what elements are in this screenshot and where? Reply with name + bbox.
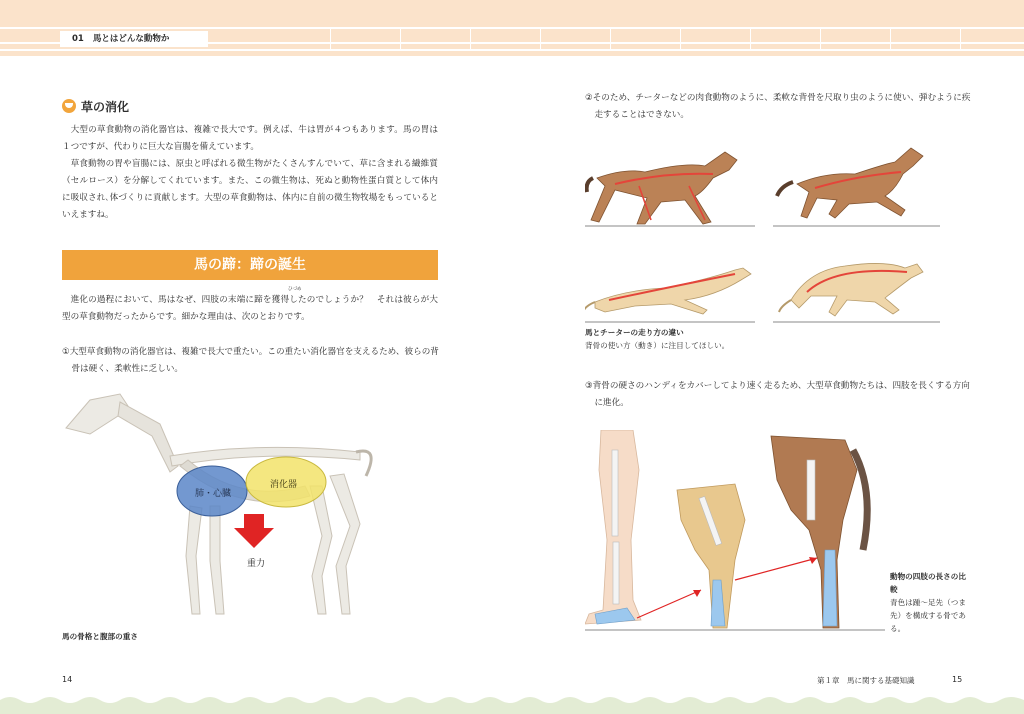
page-number-left: 14 [62, 675, 73, 684]
chapter-number: 01 [72, 34, 84, 44]
gravity-label: 重力 [247, 559, 266, 569]
paragraph: 進化の過程において、馬はなぜ、四肢の末端に蹄を獲得したのでしょうか？ それは彼らが大型の草食動物だったからです。細かな理由は、次のとおりです。 [62, 295, 438, 322]
fig3-caption-text: 青色は踵～足先（つま先）を構成する骨である。 [890, 598, 966, 633]
fig3-caption-title: 動物の四肢の長さの比較 [890, 572, 966, 594]
horse-foot-bones [823, 550, 837, 626]
point-3: ③背骨の硬さのハンディをカバーしてより速く走るため、大型草食動物たちは、四肢を長くする方向に進化。 [585, 381, 970, 408]
cheetah-running-1 [585, 268, 751, 314]
arrow-line-2 [735, 558, 817, 580]
section-body [62, 122, 438, 224]
page-number-right: 15 [952, 675, 963, 684]
limb-comparison-figure [585, 430, 885, 632]
fig1-caption [62, 630, 138, 643]
front-leg [186, 506, 202, 614]
ruby-text: ひづめ [288, 287, 302, 292]
gravity-arrow [234, 514, 274, 548]
front-leg-2 [210, 506, 224, 614]
neck-vertebrae [118, 402, 178, 472]
horse-skeleton-figure [60, 386, 440, 626]
horse-running-2 [777, 148, 923, 218]
intro-paragraph [62, 292, 438, 326]
point-2: ②そのため、チーターなどの肉食動物のように、柔軟な背骨を尺取り虫のように使い、弾むように疾走することはできない。 [585, 93, 971, 120]
section-title: 草の消化 [81, 100, 130, 114]
chapter-header [60, 31, 208, 47]
fig3-caption [890, 570, 968, 635]
section-banner: 馬の蹄：蹄の誕生 [62, 250, 438, 280]
hind-leg-2 [310, 486, 332, 614]
grass-band [0, 692, 1024, 714]
fig2-caption [585, 326, 805, 352]
bowl-icon [62, 99, 76, 113]
cheetah-running-2 [779, 263, 923, 316]
digestive-label: 消化器 [270, 480, 298, 490]
arrow-head-2 [809, 557, 817, 564]
hind-leg [330, 474, 360, 614]
section-heading [62, 98, 129, 115]
fig2-caption-title: 馬とチーターの走り方の違い [585, 328, 684, 337]
paragraph: 大型の草食動物の消化器官は、複雑で長大です。例えば、牛は胃が４つもあります。馬の胃は１つですが、代わりに巨大な盲腸を備えています。 [62, 125, 438, 152]
fig2-caption-text: 背骨の使い方（動き）に注目してほしい。 [585, 341, 730, 350]
chapter-title: 馬とはどんな動物か [92, 34, 170, 44]
horse-running-1 [587, 152, 737, 224]
fig1-caption-title: 馬の骨格と腹部の重さ [62, 632, 138, 641]
heart-lung-label: 肺・心臓 [195, 489, 232, 499]
horse-leg [771, 436, 867, 628]
running-comparison-figure [585, 140, 945, 325]
paragraph: 草食動物の胃や盲腸には、原虫と呼ばれる微生物がたくさんすんでいて、草に含まれる繊維質（セルロース）を分解してくれています。また、この微生物は、死ぬと動物性蛋白質として体内に吸収され､体づくりに貢献します。大型の草食動物は、体内に自前の微生物牧場をもっているといえますね。 [62, 159, 438, 220]
human-leg [585, 430, 641, 624]
header-band [0, 0, 1024, 56]
running-footer: 第１章 馬に関する基礎知識 [817, 676, 915, 685]
dog-leg [677, 484, 745, 628]
arrow-line-1 [637, 590, 701, 618]
point-1: ①大型草食動物の消化器官は、複雑で長大で重たい。この重たい消化器官を支えるため、彼らの背骨は硬く、柔軟性に乏しい。 [62, 347, 439, 374]
